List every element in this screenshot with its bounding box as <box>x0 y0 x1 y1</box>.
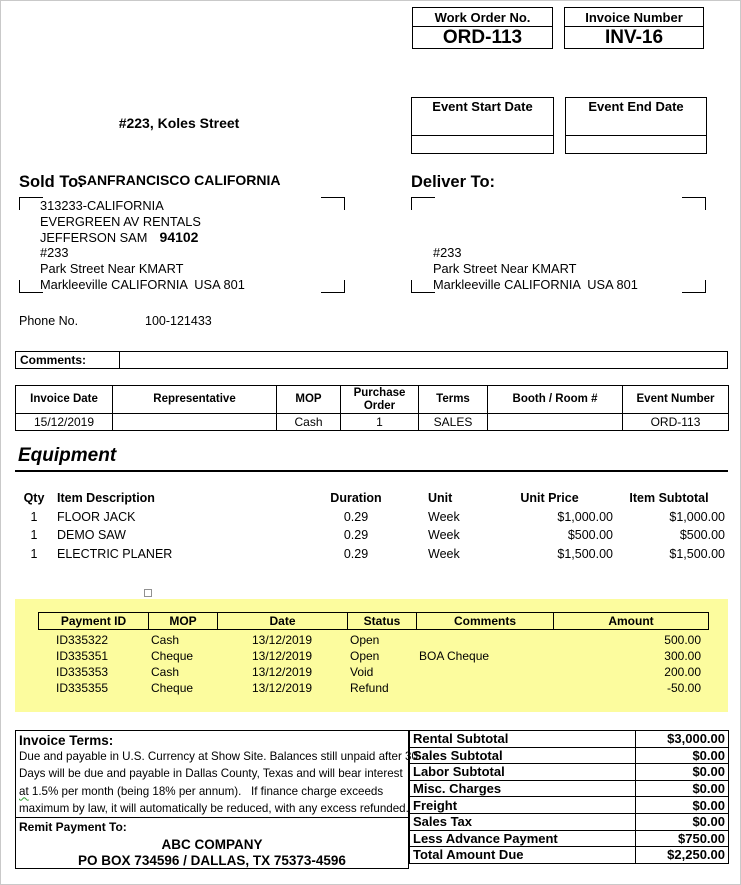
sold-to-line: #233 <box>40 245 69 261</box>
equipment-title-rule <box>15 470 728 472</box>
address-corner-mark <box>682 280 706 293</box>
totals-label: Sales Subtotal <box>410 747 636 764</box>
equipment-cell: $1,000.00 <box>669 509 725 524</box>
payment-cell: Cheque <box>151 649 194 663</box>
equipment-header: Unit Price <box>520 491 579 505</box>
address-corner-mark <box>321 280 345 293</box>
equipment-row <box>21 545 728 564</box>
totals-row <box>410 780 729 797</box>
payments-header: Amount <box>554 613 709 630</box>
payment-cell: Refund <box>350 681 389 695</box>
event-end-date-box <box>565 97 707 154</box>
address-corner-mark <box>321 197 345 210</box>
invoice-number-label: Invoice Number <box>565 8 703 27</box>
payments-table-body <box>38 632 708 696</box>
equipment-cell: 1 <box>30 509 38 524</box>
invoice-number-box <box>564 7 704 49</box>
sold-to-line: 313233-CALIFORNIA <box>40 198 164 213</box>
payments-header-row <box>39 613 709 630</box>
totals-value: $0.00 <box>636 780 729 797</box>
payment-cell: Cash <box>151 633 180 647</box>
equipment-cell: FLOOR JACK <box>57 509 136 524</box>
equipment-cell: 0.29 <box>343 509 369 524</box>
remit-company-name: ABC COMPANY <box>161 837 263 853</box>
event-end-date-value <box>566 135 706 154</box>
company-address-line: #223, Koles Street <box>118 115 240 131</box>
payment-cell: 500.00 <box>664 633 701 647</box>
equipment-header-row <box>21 489 728 508</box>
comments-value <box>120 352 727 368</box>
payments-header: Date <box>218 613 348 630</box>
equipment-cell: 0.29 <box>343 528 369 542</box>
comments-label: Comments: <box>16 352 120 368</box>
payments-header: Payment ID <box>39 613 149 630</box>
deliver-to-heading: Deliver To: <box>411 173 496 191</box>
payment-cell: ID335353 <box>56 665 109 679</box>
event-end-date-label: Event End Date <box>588 99 684 114</box>
equipment-cell: ELECTRIC PLANER <box>57 546 173 561</box>
comments-box <box>15 351 728 369</box>
totals-value: $0.00 <box>636 747 729 764</box>
equipment-header: Unit <box>428 491 453 505</box>
order-info-header: Event Number <box>623 386 729 414</box>
invoice-terms-box <box>15 730 418 869</box>
invoice-number-value: INV-16 <box>604 27 664 48</box>
order-info-header: Representative <box>113 386 277 414</box>
sold-to-line: JEFFERSON SAM <box>40 229 148 245</box>
equipment-cell: 1 <box>30 528 38 542</box>
equipment-table <box>21 489 728 563</box>
payment-cell: ID335351 <box>56 649 109 663</box>
sold-to-address <box>40 198 245 293</box>
remit-address: PO BOX 734596 / DALLAS, TX 75373-4596 <box>78 852 346 868</box>
payment-cell: Cheque <box>151 681 194 695</box>
order-info-cell: ORD-113 <box>623 414 729 431</box>
payment-cell: Void <box>350 665 374 679</box>
order-info-table <box>15 385 729 431</box>
equipment-header: Item Description <box>57 491 155 505</box>
payment-cell: BOA Cheque <box>419 649 490 663</box>
address-corner-mark <box>682 197 706 210</box>
invoice-terms-line: Days will be due and payable in Dallas County, Texas and will bear interest <box>19 767 403 781</box>
phone-value: 100-121433 <box>145 314 212 328</box>
equipment-cell: 1 <box>30 546 38 561</box>
totals-row <box>410 830 729 847</box>
payments-header: MOP <box>149 613 218 630</box>
event-start-date-box <box>411 97 554 154</box>
equipment-cell: 0.29 <box>343 546 369 561</box>
equipment-cell: Week <box>428 509 460 524</box>
equipment-cell: $1,500.00 <box>557 546 613 561</box>
payment-row <box>38 680 708 696</box>
payment-cell: 13/12/2019 <box>251 649 313 663</box>
sold-to-line: EVERGREEN AV RENTALS <box>40 213 201 229</box>
order-info-cell <box>488 414 623 431</box>
equipment-cell: $500.00 <box>567 528 613 542</box>
payments-header: Status <box>348 613 417 630</box>
equipment-cell: $500.00 <box>679 528 725 542</box>
totals-row <box>410 731 729 748</box>
payment-cell: ID335322 <box>56 633 109 647</box>
payment-cell: 13/12/2019 <box>251 681 313 695</box>
equipment-cell: $1,000.00 <box>557 509 613 524</box>
totals-label: Total Amount Due <box>410 847 636 864</box>
deliver-to-line: Markleeville CALIFORNIA USA 801 <box>433 276 638 292</box>
work-order-box <box>412 7 553 49</box>
payment-row <box>38 632 708 648</box>
totals-row <box>410 764 729 781</box>
payment-cell: Open <box>350 633 380 647</box>
totals-label: Freight <box>410 797 636 814</box>
order-info-header: Terms <box>419 386 488 414</box>
deliver-to-line: #233 <box>433 245 462 260</box>
totals-value: $750.00 <box>636 830 729 847</box>
sold-to-line: Park Street Near KMART <box>40 261 184 277</box>
payments-header-table <box>38 612 709 630</box>
totals-value: $0.00 <box>636 797 729 814</box>
payment-row <box>38 648 708 664</box>
order-info-cell: Cash <box>277 414 341 431</box>
event-start-date-value <box>412 135 553 154</box>
totals-label: Sales Tax <box>410 813 636 830</box>
work-order-value: ORD-113 <box>442 27 523 48</box>
equipment-row <box>21 526 728 545</box>
phone-label: Phone No. <box>19 314 79 328</box>
order-info-cell <box>113 414 277 431</box>
payment-cell <box>416 664 553 680</box>
order-info-cell: SALES <box>419 414 488 431</box>
totals-value: $0.00 <box>636 813 729 830</box>
order-info-header: Invoice Date <box>16 386 113 414</box>
order-info-value-row <box>16 414 729 431</box>
totals-label: Rental Subtotal <box>410 731 636 748</box>
order-info-cell: 1 <box>341 414 419 431</box>
work-order-label: Work Order No. <box>413 8 552 27</box>
sold-to-heading: Sold To: <box>19 173 84 191</box>
totals-label: Misc. Charges <box>410 780 636 797</box>
order-info-header: MOP <box>277 386 341 414</box>
invoice-terms-line: Due and payable in U.S. Currency at Show Site. Balances still unpaid after 30 <box>19 750 418 763</box>
equipment-header: Qty <box>23 491 45 505</box>
payment-cell: 300.00 <box>664 649 701 663</box>
totals-label: Less Advance Payment <box>410 830 636 847</box>
totals-value: $3,000.00 <box>636 731 729 748</box>
payment-cell <box>416 632 553 648</box>
remit-payment-heading: Remit Payment To: <box>19 820 127 835</box>
order-info-header: Purchase Order <box>341 386 419 414</box>
payment-cell: Cash <box>151 665 180 679</box>
order-info-header: Booth / Room # <box>488 386 623 414</box>
totals-table <box>409 730 729 864</box>
remit-payment-section <box>16 817 408 868</box>
field-marker-square <box>144 589 152 597</box>
equipment-cell: Week <box>428 546 460 561</box>
totals-label: Labor Subtotal <box>410 764 636 781</box>
company-address-line: SANFRANCISCO CALIFORNIA <box>77 172 281 188</box>
order-info-header-row <box>16 386 729 414</box>
sold-to-line: Markleeville CALIFORNIA USA 801 <box>40 276 245 292</box>
address-corner-mark <box>411 197 435 210</box>
equipment-header: Item Subtotal <box>629 491 709 505</box>
payment-cell: Open <box>350 649 380 663</box>
invoice-terms-heading: Invoice Terms: <box>19 733 114 748</box>
invoice-terms-line: maximum by law, it will automatically be reduced, with any excess refunded. <box>19 801 409 815</box>
payment-cell: 200.00 <box>664 665 701 679</box>
payment-cell: ID335355 <box>56 681 109 695</box>
payment-row <box>38 664 708 680</box>
company-address-line: 94102 <box>159 229 199 245</box>
totals-row <box>410 747 729 764</box>
totals-row <box>410 797 729 814</box>
payment-cell: -50.00 <box>666 681 701 695</box>
equipment-section-title: Equipment <box>18 445 117 466</box>
payment-cell: 13/12/2019 <box>251 665 313 679</box>
invoice-terms-line-rest: 1.5% per month (being 18% per annum). If finance charge exceeds <box>28 784 384 798</box>
totals-value: $0.00 <box>636 764 729 781</box>
equipment-cell: Week <box>428 528 460 542</box>
payment-cell <box>416 680 553 696</box>
equipment-cell: DEMO SAW <box>57 528 126 542</box>
equipment-cell: $1,500.00 <box>669 546 725 561</box>
payments-header: Comments <box>417 613 554 630</box>
invoice-terms-line <box>16 783 408 800</box>
payment-cell: 13/12/2019 <box>251 633 313 647</box>
totals-row <box>410 847 729 864</box>
equipment-row <box>21 508 728 527</box>
event-start-date-label: Event Start Date <box>432 99 533 114</box>
address-corner-mark <box>411 280 435 293</box>
totals-row <box>410 813 729 830</box>
deliver-to-line: Park Street Near KMART <box>433 260 577 276</box>
equipment-header: Duration <box>330 491 382 505</box>
spellcheck-underline-word: at <box>19 784 29 798</box>
totals-value: $2,250.00 <box>636 847 729 864</box>
order-info-cell: 15/12/2019 <box>16 414 113 431</box>
deliver-to-address <box>433 245 638 292</box>
